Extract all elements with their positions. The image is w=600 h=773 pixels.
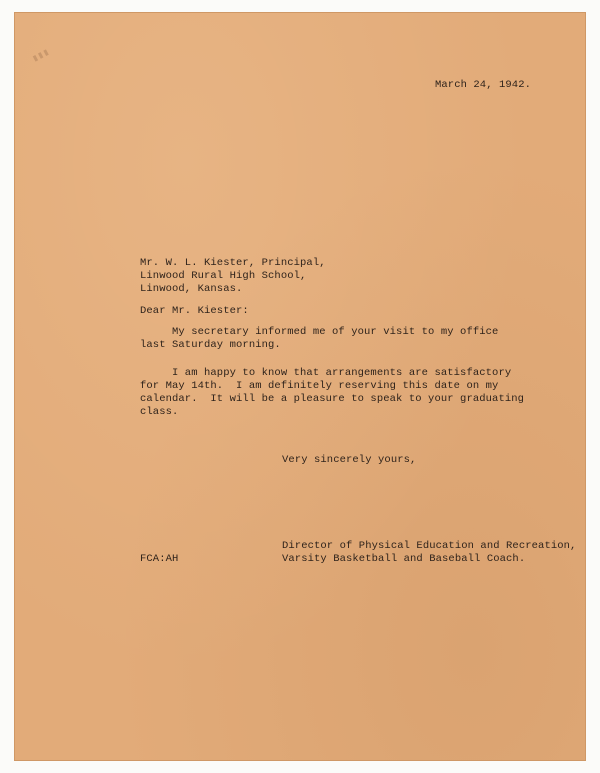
signature-title-line-1: Director of Physical Education and Recreation,	[282, 540, 577, 552]
paragraph-2-line-2: for May 14th. I am definitely reserving this date on my	[140, 380, 499, 392]
salutation: Dear Mr. Kiester:	[140, 305, 249, 317]
paragraph-2-line-4: class.	[140, 406, 179, 418]
paragraph-1-line-2: last Saturday morning.	[140, 339, 281, 351]
address-line-3: Linwood, Kansas.	[140, 283, 243, 295]
signature-title-line-2: Varsity Basketball and Baseball Coach.	[282, 553, 526, 565]
letter-date: March 24, 1942.	[435, 79, 532, 91]
paragraph-2-line-1: I am happy to know that arrangements are satisfactory	[140, 367, 512, 379]
paragraph-1-line-1: My secretary informed me of your visit to my office	[140, 326, 499, 338]
typist-initials: FCA:AH	[140, 553, 179, 565]
address-line-1: Mr. W. L. Kiester, Principal,	[140, 257, 326, 269]
closing: Very sincerely yours,	[282, 454, 417, 466]
letter-paper	[14, 12, 586, 761]
address-line-2: Linwood Rural High School,	[140, 270, 307, 282]
paragraph-2-line-3: calendar. It will be a pleasure to speak to your graduating	[140, 393, 525, 405]
faint-stamp-mark: ▮▮▮	[30, 47, 52, 66]
